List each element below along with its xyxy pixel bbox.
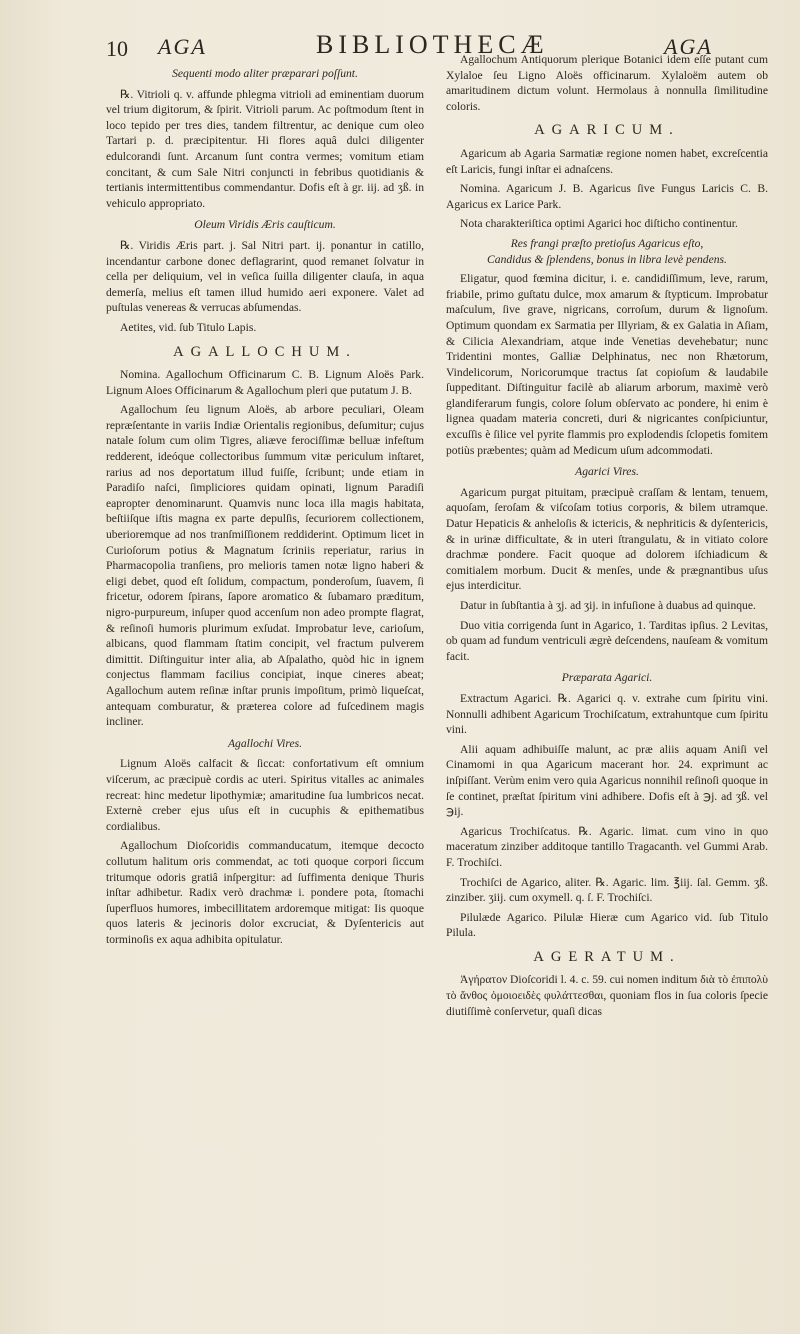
paragraph: Agallochum Antiquorum plerique Botanici idem eſſe putant cum Xylaloe ſeu Ligno Aloës officinarum. Xylaloëm autem ob amaritudinem dictum volunt. Hermolaus à nonnulla ſimilitudine coloris.	[446, 53, 768, 113]
verse-line: Candidus & ſplendens, bonus in libra levè pendens.	[487, 252, 727, 266]
paragraph: Pilulæde Agarico. Pilulæ Hieræ cum Agarico vid. ſub Titulo Pilula.	[446, 910, 768, 940]
page-number: 10	[106, 36, 128, 61]
paragraph: Eligatur, quod fœmina dicitur, i. e. candidiſſimum, leve, rarum, friabile, primo guſtatu dulce, mox amarum & ſtypticum. Improbatur maſculum, ſive grave, nigricans, corroſum, durum & lignoſum. Optimum quondam ex Sarmatia per Illyriam, & ex Galatia in Aſiam, & Cilicia Alexandriam, atque inde Venetias devehebatur; nunc Tridentini montes, Galliæ Delphinatus, nec non Rhætorum, Vindelicorum, Noricorumque tractus ſat copioſum & laudabile ſuppeditant. Diſtinguitur facilè ab aliarum arborum, maximè verò glandiferarum fungis, colore ſolum obſervato ac pondere, hi enim è lignea quadam materia concreti, duri & nigricantes conſpiciuntur, excuſſis è ſilice vel pyrite flammis pro explodendis ſclopetis fomitem potiùs præbentes; quàm ad Medicum uſum adcommodati.	[446, 272, 768, 457]
paragraph: Agallochum ſeu lignum Aloës, ab arbore peculiari, Oleam repræſentante in variis Indiæ Orientalis regionibus, deſumitur; cujus natale ſolum cum olim Tigres, aliæve ferociſſimæ belluæ infeſtum redderent, ideóque collectoribus ſummum vitæ periculum inſtaret, rarius ad nos deportatum illud fuiſſe, ſcribunt; unde etiam in Paradiſo naſci, ſimpliciores quidam opinati, lignum Paradiſi eapropter denominarunt. Quamvis nunc loca illa magis habitata, beſtiiſque iſtis magna ex parte depulſis, ſecuriorem collectionem, uberioremque ad nos tranſmiſſionem reddiderint. Optimum licet in Curioſorum potius & Magnatum ſcriniis reperiatur, rarius in Pharmacopolia tranſiens, pro melioris tamen notæ ligno haberi & eligi debet, quod eſt ſolidum, compactum, ponderoſum, ſuavem, ſi fricetur, odorem ſpirans, ſapore aromatico & ſubamaro præditum, nigro-purpureum, inſuper quod accenſum non adeo prompte flagrat, & reſinoſi humoris plurimum exſudat. Improbatur leve, carioſum, albicans, quod flammam ſtatim concipit, vel fractum pulverem dimittit. Diſtinguitur inter alia, ab Aſpalatho, quòd hic in ignem conjectus flammam facilius concipiat, inque cineres abeat; Agallochum autem reſinæ inſtar prunis impoſitum, primò liqueſcat, antequam comburatur, & præterea colore ad fuſcedinem magis incliner.	[106, 403, 424, 729]
paragraph: ℞. Vitrioli q. v. affunde phlegma vitrioli ad eminentiam duorum vel trium digitorum, & ſpirit. Vitrioli parum. Ac poſtmodum ſtent in loco tepido per tres dies, tandem filtrentur, ac denique cum oleo Tartari p. d. præcipitentur. Hi flores aquâ dulci diligenter edulcorandi ſunt. Arcanum ſunt contra vermes; vomitum etiam concitant, & cum Sale Nitri conjuncti in febribus quotidianis & tertianis intermittentibus commendantur. Dofis eſt à gr. iij. ad ʒß. in vehiculo appropriato.	[106, 87, 424, 210]
paragraph: Duo vitia corrigenda ſunt in Agarico, 1. Tarditas ipſius. 2 Levitas, ob quam ad fundum ventriculi ægrè deſcendens, nauſeam & vomitum facit.	[446, 618, 768, 663]
paragraph: Extractum Agarici. ℞. Agarici q. v. extrahe cum ſpiritu vini. Nonnulli adhibent Agaricum Trochiſcatum, extrahuntque cum ſpiritu vini.	[446, 691, 768, 737]
paragraph: Trochiſci de Agarico, aliter. ℞. Agaric. lim. ℥iij. ſal. Gemm. ʒß. zinziber. ʒiij. cum oxymell. q. ſ. F. Trochiſci.	[446, 875, 768, 905]
paragraph: Nota charakteriſtica optimi Agarici hoc diſticho continentur.	[460, 217, 738, 231]
section-heading: Oleum Viridis Æris cauſticum.	[194, 218, 336, 232]
paragraph: Lignum Aloës calfacit & ſiccat: confortativum eſt omnium viſcerum, ac præcipuè cordis ac uteri. Spiritus vitalles ac animales recreat: hinc medetur lipothymiæ; amaritudine ſua lumbricos necat. Externè creber ejus uſus eſt in cucuphis & epithematibus cordialibus.	[106, 757, 424, 833]
verse-line: Res frangi præſto pretioſus Agaricus eſto,	[510, 236, 704, 250]
section-heading: Præparata Agarici.	[561, 671, 653, 685]
paragraph: Agaricus Trochiſcatus. ℞. Agaric. limat. cum vino in quo maceratum zinziber additoque tantillo Tragacanth. vel Gummi Arab. F. Trochiſci.	[446, 824, 768, 869]
entry-title: AGARICUM.	[534, 122, 680, 139]
entry-title: AGALLOCHUM.	[173, 343, 357, 360]
nomina-paragraph: Nomina. Agaricum J. B. Agaricus ſive Fungus Laricis C. B. Agaricus ex Larice Park.	[446, 182, 768, 211]
section-heading: Agallochi Vires.	[227, 736, 303, 750]
page-title: BIBLIOTHECÆ	[316, 30, 549, 59]
paragraph: ℞. Viridis Æris part. j. Sal Nitri part. ij. ponantur in catillo, incendantur carbone donec deflagrarint, quod remanet ſolvatur in cella per deliquium, vel in veſica ſuilla diligenter clauſa, in aqua demerſa, melius eſt tamen illud humido aeri exponere. Valet ad puſtulas venereas & verrucas abſumendas.	[106, 238, 424, 315]
paragraph: Ἀγήρατον Dioſcoridi l. 4. c. 59. cui nomen inditum διὰ τὸ ἐπιπολὺ τὸ ἄνθος ὁμοιοειδὲς φυλάττεσθαι, quoniam flos in ſua coloris ſpecie diutiſſimè conſervetur, quaſi dicas	[446, 973, 768, 1018]
paragraph: Datur in ſubſtantia à ʒj. ad ʒij. in infuſione à duabus ad quinque.	[460, 599, 756, 612]
entry-title: AGERATUM.	[533, 948, 681, 965]
left-catchword: AGA	[158, 34, 207, 59]
paragraph: Agaricum purgat pituitam, præcipuè craſſam & lentam, tenuem, aquoſam, ſeroſam & viſcoſam totius corporis, & bilem utramque. Datur Hepaticis & anheloſis & ictericis, & nephriticis & dyſentericis, & in urinæ difficultate, & in uteri ſtrangulatu, & in vitiato colore drachmæ pondere. Facit quoque ad dolorem iſchiadicum & comitialem morbum. Ducit & menſes, unde & prægnantibus uſus ejus interdicitur.	[446, 485, 768, 593]
right-catchword: AGA	[664, 34, 713, 59]
paragraph: Alii aquam adhibuiſſe malunt, ac præ aliis aquam Aniſi vel Cinamomi in qua Agaricum macerant hor. 24. exprimunt ac inſpiſſant. Verùm enim vero quia Agaricus nonnihil reſinoſi quoque in ſe continet, præſtat ſpiritum vini adhibere. Dofis eſt à ℈j. ad ʒß. vel ℈ij.	[446, 742, 768, 819]
right-column	[446, 52, 768, 1023]
section-heading: Agarici Vires.	[575, 465, 639, 479]
cross-reference: Aetites, vid. ſub Titulo Lapis.	[120, 320, 257, 334]
nomina-paragraph: Nomina. Agallochum Officinarum C. B. Lignum Aloës Park. Lignum Aloes Officinarum & Agallochum pleri que putatum J. B.	[106, 368, 424, 397]
paragraph: Agaricum ab Agaria Sarmatiæ regione nomen habet, excreſcentia eſt Laricis, fungi inſtar ei adnaſcens.	[446, 146, 768, 176]
paragraph: Agallochum Dioſcoridis commanducatum, itemque decocto collutum halitum oris commendat, ac toti quoque corpori ſiccum tritumque odoris gratiâ inſpergitur: ad ſuffimenta denique Thuris inſtar adhibetur. Radix verò drachmæ i. pondere pota, ſtomachi ſuperfluos humores, imbecillitatem ardoremque mitigat: Iis quoque quos lateris & jecinoris dolor excruciat, & Dyſentericis aut torminoſis ex aqua adhibita opitulatur.	[106, 839, 424, 946]
section-heading: Sequenti modo aliter præparari poſſunt.	[172, 67, 358, 80]
left-column	[106, 60, 424, 951]
